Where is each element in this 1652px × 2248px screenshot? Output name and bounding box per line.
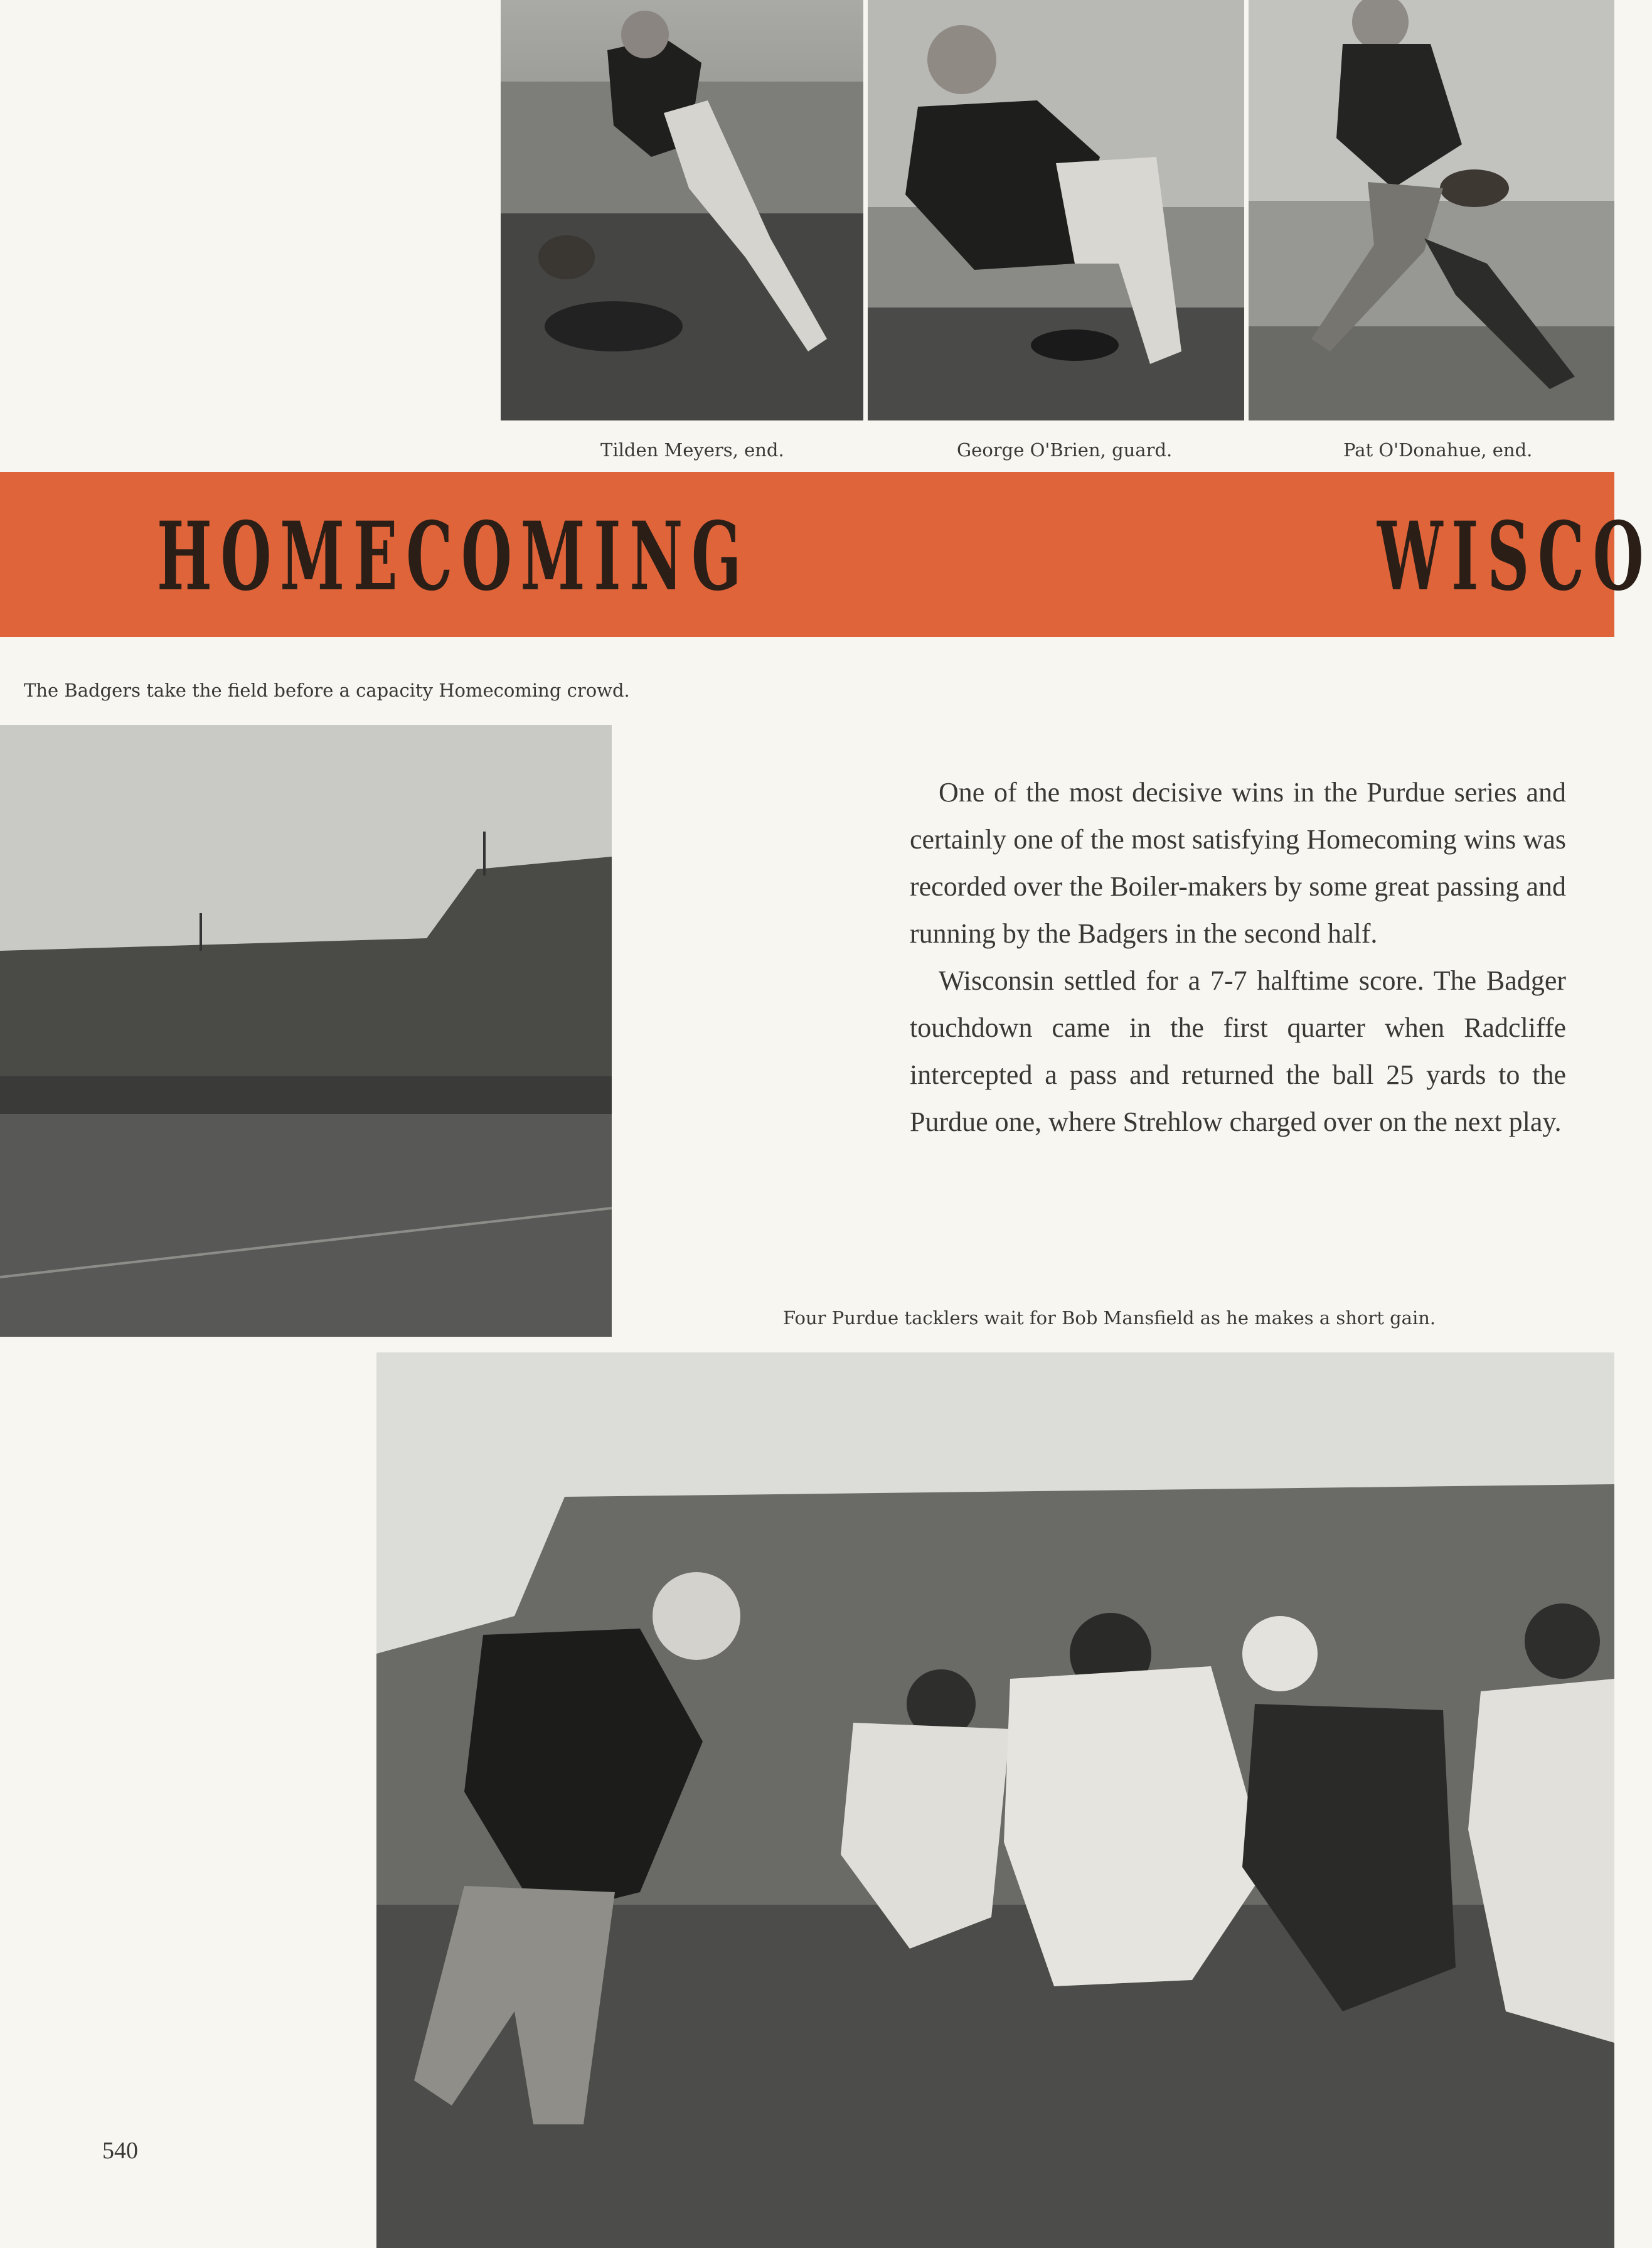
caption-george-obrien: George O'Brien, guard. [957, 439, 1173, 461]
banner-title-homecoming: HOMECOMING [157, 501, 750, 612]
caption-tilden-meyers: Tilden Meyers, end. [600, 439, 784, 461]
caption-crowd: The Badgers take the field before a capacity Homecoming crowd. [24, 680, 630, 701]
photo-stadium-crowd [0, 725, 612, 1337]
photo-pat-odonahue [1249, 0, 1614, 420]
caption-pat-odonahue: Pat O'Donahue, end. [1343, 439, 1533, 461]
page-number: 540 [102, 2138, 138, 2164]
article-body [910, 769, 1566, 1145]
photo-tilden-meyers [501, 0, 863, 420]
article-paragraph-1: One of the most decisive wins in the Purdue series and certainly one of the most satisfying Homecoming wins was recorded over the Boiler-makers by some great passing and running by the Badgers in the second half. [910, 777, 1566, 949]
homecoming-banner [0, 472, 1652, 637]
article-paragraph-2: Wisconsin settled for a 7-7 halftime score. The Badger touchdown came in the first quarter when Radcliffe intercepted a pass and returned the ball 25 yards to the Purdue one, where Strehlow charged over on the next play. [910, 965, 1566, 1137]
caption-action: Four Purdue tacklers wait for Bob Mansfield as he makes a short gain. [783, 1307, 1436, 1329]
photo-bob-mansfield-run [376, 1352, 1614, 2248]
banner-title-wisconsin: WISCO [1377, 501, 1652, 612]
photo-george-obrien [868, 0, 1244, 420]
